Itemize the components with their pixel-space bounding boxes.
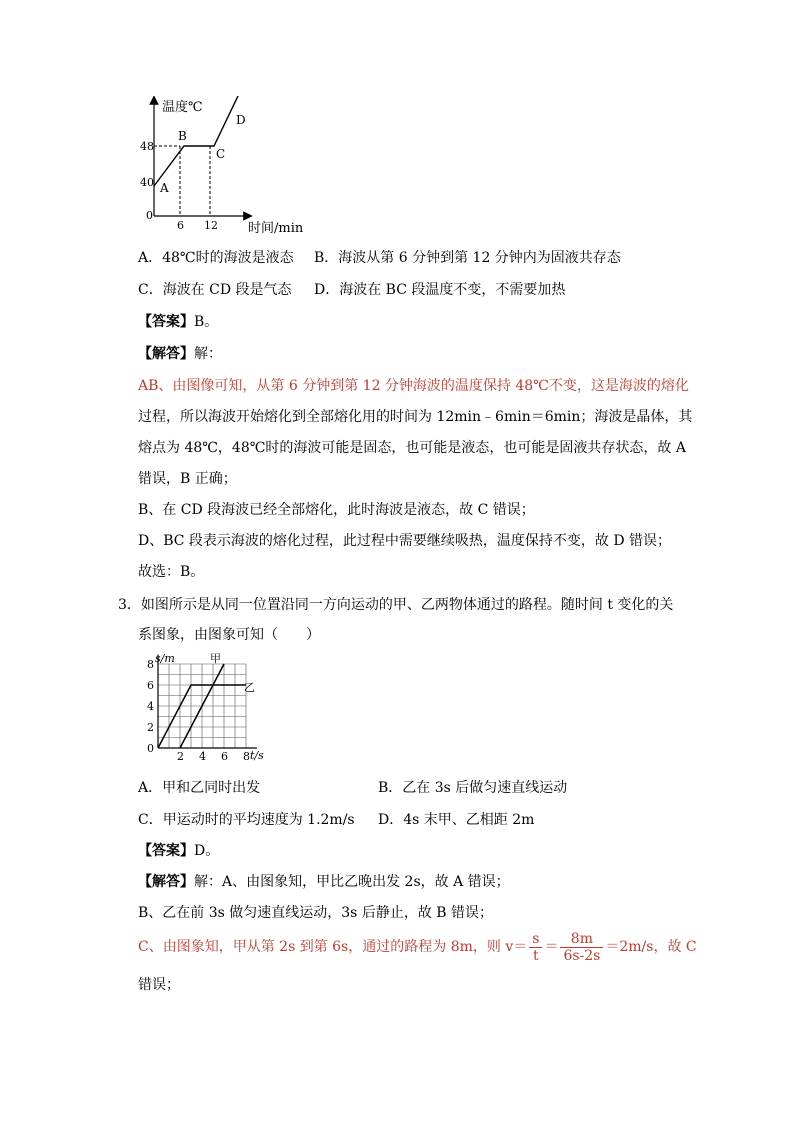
- y-tick-label: 2: [147, 721, 154, 734]
- x-tick-label: 4: [199, 750, 206, 763]
- answer-tag: 【答案】: [138, 314, 194, 330]
- analysis-tag: 【解答】: [138, 874, 194, 890]
- y-tick-40: 40: [140, 176, 154, 189]
- q2-option-b: B．海波从第 6 分钟到第 12 分钟内为固液共存态: [314, 250, 621, 266]
- answer-tag: 【答案】: [138, 843, 194, 859]
- x-tick-0: 0: [146, 209, 153, 222]
- y-axis-label: s/m: [155, 652, 175, 665]
- q3-answer: [138, 842, 219, 860]
- fraction-8m-over-4s: [560, 931, 603, 964]
- q3-stem-line: 系图象，由图象可知（ ）: [138, 627, 320, 643]
- q2-explanation-line: 故选：B。: [138, 564, 205, 580]
- x-tick-label: 8: [243, 750, 250, 763]
- q2-option-d: D．海波在 BC 段温度不变，不需要加热: [314, 282, 566, 298]
- q2-explanation-line: D、BC 段表示海波的熔化过程，此过程中需要继续吸热，温度保持不变，故 D 错误；: [138, 533, 672, 549]
- formula-text-post: ＝2m/s，故 C: [605, 939, 697, 955]
- analysis-tag: 【解答】: [138, 346, 194, 362]
- y-tick-label: 4: [147, 700, 154, 713]
- q2-option-a: A．48℃时的海波是液态: [138, 250, 294, 266]
- q3-explanation-formula: [138, 930, 697, 964]
- point-label-d: D: [236, 113, 246, 127]
- q2-explanation-line: 过程，所以海波开始熔化到全部熔化用的时间为 12min﹣6min＝6min；海波是晶体，其: [138, 409, 693, 425]
- q3-analysis-line: [138, 873, 510, 891]
- x-tick-label: 6: [221, 750, 228, 763]
- fraction-s-over-t: [529, 931, 542, 964]
- q3-explanation-line: B、乙在前 3s 做匀速直线运动，3s 后静止，故 B 错误；: [138, 905, 494, 921]
- fraction-numerator: s: [529, 931, 542, 948]
- melting-chart: [140, 96, 320, 236]
- point-label-b: B: [178, 129, 187, 143]
- y-axis-label: 温度℃: [162, 100, 203, 115]
- distance-time-chart: [140, 648, 270, 768]
- q3-explanation-line: 错误；: [138, 977, 180, 993]
- q3-stem-line: 3．如图所示是从同一位置沿同一方向运动的甲、乙两物体通过的路程。随时间 t 变化的关: [118, 597, 674, 613]
- q3-option-c: C．甲运动时的平均速度为 1.2m/s: [138, 812, 355, 828]
- answer-text: B。: [194, 314, 219, 330]
- analysis-text: 解：A、由图象知，甲比乙晚出发 2s，故 A 错误；: [194, 874, 510, 890]
- q2-answer: [138, 313, 218, 331]
- point-label-a: A: [160, 181, 169, 195]
- q3-option-d: D．4s 末甲、乙相距 2m: [378, 812, 535, 828]
- y-tick-label: 8: [147, 658, 154, 671]
- q2-explanation-line: B、在 CD 段海波已经全部熔化，此时海波是液态，故 C 错误；: [138, 502, 535, 518]
- fraction-numerator: 8m: [560, 931, 603, 948]
- y-tick-label: 6: [147, 679, 154, 692]
- x-tick-label: 0: [147, 742, 154, 755]
- x-tick-12: 12: [204, 219, 218, 232]
- x-tick-6: 6: [177, 219, 184, 232]
- series-label-yi: 乙: [244, 681, 255, 694]
- series-label-jia: 甲: [210, 652, 221, 665]
- q2-explanation-line: 错误，B 正确；: [138, 471, 237, 487]
- x-tick-label: 2: [177, 750, 184, 763]
- answer-text: D。: [194, 843, 220, 859]
- y-tick-48: 48: [140, 140, 154, 153]
- equals-sign: ＝: [544, 939, 559, 955]
- chart-axes: [158, 655, 257, 748]
- analysis-lead: 解：: [194, 346, 222, 362]
- x-axis-label: t/s: [250, 749, 264, 762]
- formula-text-pre: C、由图象知，甲从第 2s 到第 6s，通过的路程为 8m，则 v＝: [138, 939, 528, 955]
- fraction-denominator: 6s-2s: [563, 947, 601, 964]
- fraction-denominator: t: [533, 947, 539, 964]
- q2-analysis-head: [138, 345, 222, 363]
- q3-option-b: B．乙在 3s 后做匀速直线运动: [378, 780, 568, 796]
- q2-option-c: C．海波在 CD 段是气态: [138, 282, 292, 298]
- q3-option-a: A．甲和乙同时出发: [138, 780, 261, 796]
- point-label-c: C: [216, 147, 226, 161]
- q2-explanation-line: 熔点为 48℃，48℃时的海波可能是固态，也可能是液态，也可能是固液共存状态，故 A: [138, 440, 686, 456]
- x-axis-label: 时间/min: [248, 221, 304, 236]
- chart-ticks: [147, 658, 250, 763]
- q2-explanation-line: AB、由图像可知，从第 6 分钟到第 12 分钟海波的温度保持 48℃不变，这是海波的熔化: [138, 378, 689, 394]
